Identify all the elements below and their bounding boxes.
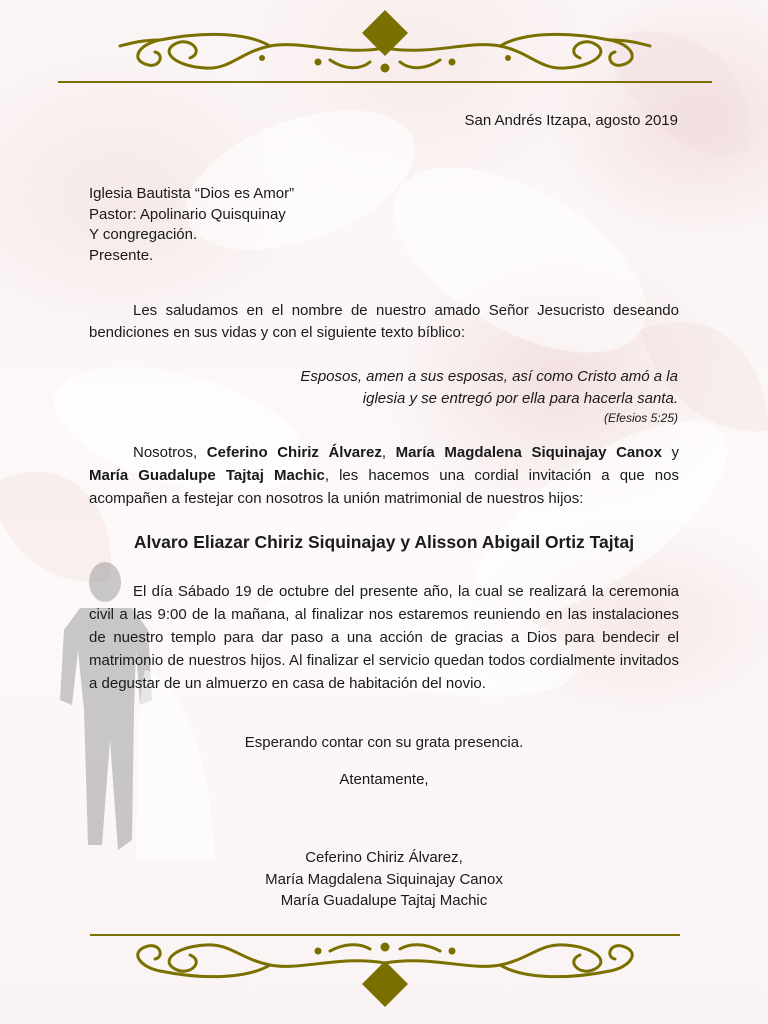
closing-line: Esperando contar con su grata presencia. <box>244 734 524 751</box>
address-line-congregation: Y congregación. <box>89 226 198 243</box>
parent-name-1: Ceferino Chiriz Álvarez <box>206 444 382 461</box>
verse-line-2: iglesia y se entregó por ella para hacerla santa. <box>362 390 678 407</box>
address-line-present: Presente. <box>89 246 154 264</box>
signature-1: Ceferino Chiriz Álvarez, <box>305 849 463 866</box>
recipient-address <box>89 184 489 266</box>
signatures <box>89 847 679 912</box>
verse-line-1: Esposos, amen a sus esposas, así como Cristo amó a la <box>300 368 678 385</box>
parent-name-2: María Magdalena Siquinajay Canox <box>395 444 662 461</box>
signature-2: María Magdalena Siquinajay Canox <box>265 870 503 888</box>
bottom-ornament <box>0 925 768 1024</box>
address-line-pastor: Pastor: Apolinario Quisquinay <box>89 205 286 223</box>
bible-verse <box>218 366 678 426</box>
date-line: San Andrés Itzapa, agosto 2019 <box>464 112 678 129</box>
invite-text-4: , les hacemos una cordial invitación a que nos acompañen a festejar con nosotros la unión matrimonial de nuestros hijos: <box>89 467 679 507</box>
invite-text-2: , <box>381 444 396 461</box>
verse-reference: (Efesios 5:25) <box>603 411 678 425</box>
couple-names: Alvaro Eliazar Chiriz Siquinajay y Alisson Abigail Ortiz Tajtaj <box>133 532 635 552</box>
invite-text-3: y <box>661 444 680 461</box>
address-line-church: Iglesia Bautista “Dios es Amor” <box>89 185 295 202</box>
greeting-text: Les saludamos en el nombre de nuestro amado Señor Jesucristo deseando bendiciones en sus vidas y con el siguiente texto bíblico: <box>89 302 679 341</box>
details-paragraph <box>89 580 679 695</box>
invitation-paragraph <box>89 441 679 510</box>
greeting-paragraph <box>89 300 679 344</box>
parent-name-3: María Guadalupe Tajtaj Machic <box>89 467 325 484</box>
signature-3: María Guadalupe Tajtaj Machic <box>280 892 488 909</box>
invite-text-1: Nosotros, <box>133 444 207 461</box>
top-ornament <box>0 0 768 90</box>
sign-off: Atentamente, <box>339 771 429 788</box>
details-text: El día Sábado 19 de octubre del presente año, la cual se realizará la ceremonia civil a las 9:00 de la mañana, al finalizar nos estaremos reuniendo en las instalaciones de nuestro templo para dar paso a una acción de gracias a Dios para bendecir el matrimonio de nuestros hijos. Al finalizar el servicio quedan todos cordialmente invitados a degustar de un almuerzo en casa de habitación del novio. <box>89 583 679 692</box>
